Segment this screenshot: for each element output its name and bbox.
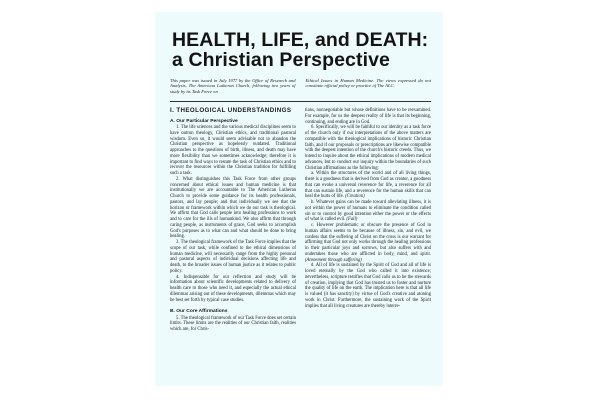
paragraph-6a-text: a. Within the structures of the world and of all living things, there is a goodness that is derived from God as creator, a goodness that can evoke a universal reverence for life, a reverence for all that can sustain life, and a reverence for the human skills that can heal the hurts of life. (305, 171, 431, 200)
paragraph-2: 2. What distinguishes this Task Force from other groups concerned about ethical issues and human medicine is that institutionally we are accountable to The American Lutheran Church to provide some guidance for its health professionals, pastors, and lay people; and that individually we see that the horizon or framework within which we do our task is theological. We affirm that God calls people into healing professions to work and to care for the ills of humankind. We also affirm that through caring people, as instruments of grace, God seeks to accomplish God's purposes as to what can and what should be done to bring healing. (170, 176, 296, 240)
paragraph-5: 5. The theological framework of our Task Force does set certain limits. These limits are the realities of our Christian faith, realities which are, for Chris- (170, 315, 296, 333)
divider-rule (170, 101, 431, 102)
intro-right: Ethical Issues in Human Medicine. The views expressed do not constitute official policy or practice of The ALC. (305, 78, 431, 89)
title-line-2: a Christian Perspective (172, 49, 390, 71)
intro-note (170, 78, 431, 94)
paragraph-6b-tag: (Fall) (346, 217, 358, 223)
subsection-heading-a: A. Our Particular Perspective (170, 118, 238, 124)
paragraph-6a (305, 171, 431, 200)
title-line-1: HEALTH, LIFE, and DEATH: (172, 29, 429, 51)
paragraph-6: 6. Specifically, we will be faithful to our identity as a task force of the church only if our interpretations of the above matters are compatible with the theological implications of historic Christian faith, and if our proposals or prescriptions are likewise compatible with the deepest intention of the church's historic creeds. Thus, we intend to inquire about the ethical implications of modern medical advances, but to conduct our inquiry within the boundaries of such Christian affirmations as the following: (305, 125, 431, 171)
paragraph-6b-text: b. Whatever gains can be made toward alleviating illness, it is not within the power of humans to eliminate the condition called sin or to control by good intention either the power or the effects of what is called evil. (305, 200, 431, 223)
paragraph-6b (305, 200, 431, 223)
right-column (305, 108, 431, 333)
paragraph-3: 3. The theological framework of the Task Force implies that the scope of our task, while confined to the ethical dimensions of human medicine, will necessarily range from the highly personal and pastoral aspects of individual decisions affecting life and death, to the broader issues of human justice as it relates to public policy. (170, 240, 296, 274)
paragraph-5-continued: tians, nonnegotiable but whose definitions have to be reexamined. For example, for us the deepest reality of life is that its beginning, continuing, and ending are in God. (305, 108, 431, 125)
left-column (170, 108, 296, 333)
document-title (172, 30, 431, 70)
paragraph-6c-text: c. However problematic or obscure the presence of God in human affairs seems to be because of illness, sin, and evil, we confess that the suffering of Christ on the cross is our warrant for affirming that God not only works through the healing professions in their particular joys and sorrows, but also suffers with and undertakes those who are afflicted in body, mind, and spirit. (305, 223, 431, 257)
paragraph-1: 1. The life sciences and the various medical disciplines seem to have outrun theology, Christian ethics, and traditional pastoral wisdom. Even so, it would seem advisable not to abandon the Christian perspective as hopelessly outdated. Traditional approaches to the questions of birth, illness, and death may have more flexibility than we sometimes acknowledge; therefore it is important to find ways to restate the task of Christian ethics and to recover the resources within the Christian tradition for fulfilling such a task. (170, 125, 296, 177)
intro-left: This paper was issued in July 1977 by the Office of Research and Analysis, The American Lutheran Church, following two years of study by its Task Force on (170, 78, 296, 94)
paragraph-6a-tag: (Creation) (345, 194, 365, 200)
subsection-heading-b: B. Our Core Affirmations (170, 309, 228, 315)
document-page (155, 12, 443, 386)
paragraph-6d: d. All of life is sustained by the Spirit of God and all of life is loved eternally by the God who called it into existence; nevertheless, scripture testifies that God calls us to be the stewards of creation, implying that God has trusted us to foster and nurture the quality of life on the earth. The implication here is that all life is valued (it has sanctity) by virtue of God's creative and atoning work in Christ. Furthermore, the sustaining work of the Spirit implies that all living creatures are thereby interre- (305, 263, 431, 309)
body-columns (170, 108, 431, 333)
paragraph-4: 4. Indispensable for our reflection and study will be information about scientific developments related to delivery of health care to those who need it, and especially the actual ethical dilemmas arising out of these developments, dilemmas which may be best set forth by typical case studies. (170, 274, 296, 303)
paragraph-6c (305, 223, 431, 263)
section-heading: I. THEOLOGICAL UNDERSTANDINGS (170, 107, 292, 115)
paragraph-6c-tag: (Atonement through suffering) (305, 257, 362, 263)
